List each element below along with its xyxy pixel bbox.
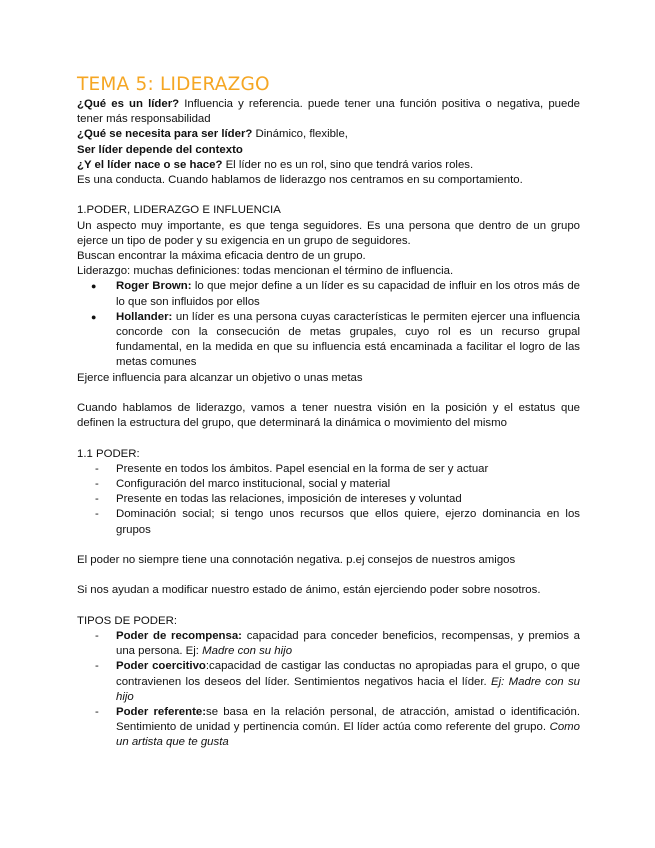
section1-paragraph-1: Un aspecto muy importante, es que tenga seguidores. Es una persona que dentro de un grupo ejerce un tipo de poder y su exigencia en un grupo de seguidores.: [77, 219, 580, 247]
list-item: [77, 310, 580, 371]
dash-icon: -: [95, 660, 99, 673]
power-type-example: Madre con su hijo: [202, 645, 293, 658]
section1-paragraph-5: Cuando hablamos de liderazgo, vamos a tener nuestra visión en la posición y el estatus que definen la estructura del grupo, que determinará la dinámica o movimiento del mismo: [77, 402, 580, 430]
section1-paragraph-4: Ejerce influencia para alcanzar un objetivo o unas metas: [77, 371, 363, 384]
power-type-example: Ej: Madre con su hijo: [116, 675, 580, 703]
dash-icon: -: [95, 478, 99, 491]
power-type-name: Poder coercitivo: [116, 660, 206, 673]
dash-icon: -: [95, 706, 99, 719]
context-statement: Ser líder depende del contexto: [77, 143, 243, 156]
power-type-example: Como un artista que te gusta: [116, 721, 580, 749]
list-item-text: Presente en todos los ámbitos. Papel esencial en la forma de ser y actuar: [116, 462, 489, 475]
answer-leader: Influencia y referencia. puede tener una función positiva o negativa, puede tener más responsabilidad: [77, 98, 580, 126]
power-types-list: [77, 629, 580, 751]
definitions-list: [77, 279, 580, 370]
list-item: [77, 659, 580, 705]
power-type-text: se basa en la relación personal, de atracción, amistad o identificación. Sentimiento de unidad y pertinencia común. El líder actúa como referente del grupo.: [116, 706, 580, 734]
section1-paragraph-3: Liderazgo: muchas definiciones: todas mencionan el término de influencia.: [77, 265, 454, 278]
list-item-text: Dominación social; si tengo unos recursos que ellos quiere, ejerzo dominancia en los grupos: [116, 508, 580, 536]
power-type-name: Poder referente:: [116, 706, 206, 719]
page-title: TEMA 5: LIDERAZGO: [77, 74, 270, 95]
intro-line-5: Es una conducta. Cuando hablamos de liderazgo nos centramos en su comportamiento.: [77, 174, 523, 187]
list-item: [77, 279, 580, 309]
list-item: [77, 492, 580, 507]
question-leader: ¿Qué es un líder?: [77, 98, 180, 110]
definition-text: un líder es una persona cuyas características le permiten ejercer una influencia concorde con la consecución de metas grupales, cuyo rol es un recurso grupal fundamental, en la medida en que su influencia está encaminada a facilitar el logro de las metas comunes: [116, 310, 580, 369]
definition-text: lo que mejor define a un líder es su capacidad de influir en los otros más de lo que son influidos por ellos: [116, 280, 580, 308]
answer-requirements: Dinámico, flexible,: [252, 128, 348, 141]
dash-icon: -: [95, 493, 99, 506]
power-type-name: Poder de recompensa:: [116, 630, 242, 643]
list-item: [77, 477, 580, 492]
list-item: [77, 507, 580, 537]
list-item: [77, 705, 580, 751]
spacer: [77, 386, 580, 401]
intro-line-4: [77, 158, 580, 173]
author-name: Roger Brown:: [116, 280, 192, 293]
section11-paragraph-1: El poder no siempre tiene una connotación negativa. p.ej consejos de nuestros amigos: [77, 554, 516, 567]
spacer: [77, 431, 580, 446]
section1-heading: 1.PODER, LIDERAZGO E INFLUENCIA: [77, 204, 281, 217]
bullet-icon: ●: [91, 281, 97, 292]
spacer: [77, 188, 580, 203]
power-type-text: capacidad para conceder beneficios, recompensas, y premios a una persona. Ej:: [116, 630, 580, 658]
spacer: [77, 599, 580, 614]
list-item: [77, 462, 580, 477]
tipos-heading: TIPOS DE PODER:: [77, 614, 178, 627]
spacer: [77, 568, 580, 583]
question-requirements: ¿Qué se necesita para ser líder?: [77, 128, 253, 141]
list-item-text: Presente en todas las relaciones, imposición de intereses y voluntad: [116, 493, 462, 506]
list-item-text: Configuración del marco institucional, social y material: [116, 478, 391, 491]
section11-heading: 1.1 PODER:: [77, 447, 140, 460]
dash-icon: -: [95, 630, 99, 643]
bullet-icon: ●: [91, 311, 97, 322]
intro-line-3: [77, 143, 580, 158]
author-name: Hollander:: [116, 310, 173, 323]
section1-paragraph-2: Buscan encontrar la máxima eficacia dentro de un grupo.: [77, 250, 366, 263]
dash-icon: -: [95, 508, 99, 521]
dash-icon: -: [95, 462, 99, 475]
answer-born-made: El líder no es un rol, sino que tendrá varios roles.: [222, 158, 474, 171]
list-item: [77, 629, 580, 659]
power-type-text: :capacidad de castigar las conductas no apropiadas para el grupo, o que contravienen los deseos del líder. Sentimientos negativos hacia el líder.: [116, 660, 580, 688]
section11-paragraph-2: Si nos ayudan a modificar nuestro estado de ánimo, están ejerciendo poder sobre nosotros.: [77, 584, 541, 597]
intro-line-1: [77, 97, 580, 127]
document-content: [77, 74, 580, 751]
intro-line-2: [77, 127, 580, 142]
spacer: [77, 538, 580, 553]
power-list: [77, 462, 580, 538]
question-born-made: ¿Y el líder nace o se hace?: [77, 158, 223, 171]
